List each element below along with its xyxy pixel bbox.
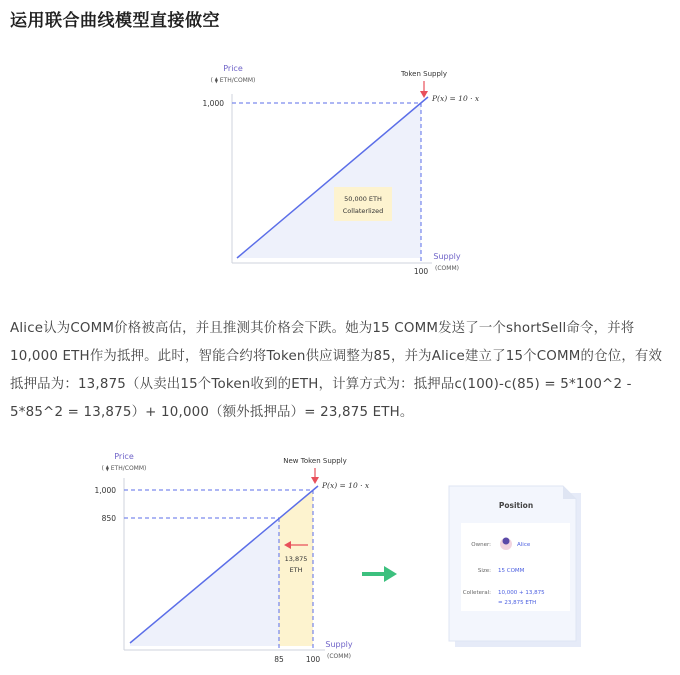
chart2-y-label: Price	[114, 452, 134, 461]
article-paragraph: Alice认为COMM价格被高估，并且推测其价格会下跌。她为15 COMM发送了一个shortSell命令，并将10,000 ETH作为抵押。此时，智能合约将Token供应调整为85，并为Alice建立了15个COMM的仓位，有效抵押品为：13,875（从卖出15个Token收到的ETH，计算方式为：抵押品c(100)-c(85) = 5*100^2 - 5*85^2 = 13,875）+ 10,000（额外抵押品）= 23,875 ETH。	[10, 321, 663, 420]
owner-value: Alice	[517, 542, 531, 548]
size-value: 15 COMM	[498, 568, 525, 574]
position-card	[449, 486, 581, 647]
avatar-hair	[503, 538, 510, 545]
collateral-value-line1: 10,000 + 13,875	[498, 590, 545, 596]
chart2-x-unit: (COMM)	[327, 653, 351, 660]
chart1-collateral-line1: 50,000 ETH	[344, 195, 382, 203]
chart1-curve-label: P(x) = 10 · x	[432, 94, 480, 103]
chart1-xtick: 100	[413, 267, 429, 276]
chart2-y-unit: ( ⧫ ETH/COMM)	[101, 465, 147, 472]
chart1-y-unit: ( ⧫ ETH/COMM)	[210, 77, 256, 84]
chart2-x-label: Supply	[325, 640, 353, 649]
green-arrow-head	[384, 566, 397, 582]
article-title: 运用联合曲线模型直接做空	[10, 11, 220, 31]
position-card-title: Position	[498, 501, 534, 510]
chart1-collateral-line2: Collaterlized	[342, 207, 384, 215]
collateral-value-line2: = 23,875 ETH	[498, 600, 537, 606]
chart2-area-label-line1: 13,875	[284, 555, 308, 563]
chart1-y-label: Price	[223, 64, 243, 73]
chart1-x-unit: (COMM)	[435, 265, 459, 272]
chart2-ytick-mid: 850	[101, 514, 116, 523]
chart2-xtick-85: 85	[274, 655, 284, 664]
size-label: Size:	[477, 568, 491, 574]
chart2-ytick-top: 1,000	[94, 486, 116, 495]
chart1-arrow-label: Token Supply	[401, 70, 447, 78]
chart1-ytick: 1,000	[202, 99, 224, 108]
collateral-label: Colleteral:	[462, 590, 491, 596]
chart1-x-label: Supply	[433, 252, 461, 261]
position-card-body	[461, 523, 570, 611]
position-card-fold	[563, 486, 576, 499]
owner-label: Owner:	[471, 542, 491, 548]
chart2-arrow-label: New Token Supply	[283, 457, 347, 465]
chart2-area-label-line2: ETH	[289, 566, 303, 574]
chart2-red-arrow-head	[311, 477, 319, 484]
chart2-xtick-100: 100	[305, 655, 321, 664]
chart2-curve-label: P(x) = 10 · x	[322, 481, 370, 490]
